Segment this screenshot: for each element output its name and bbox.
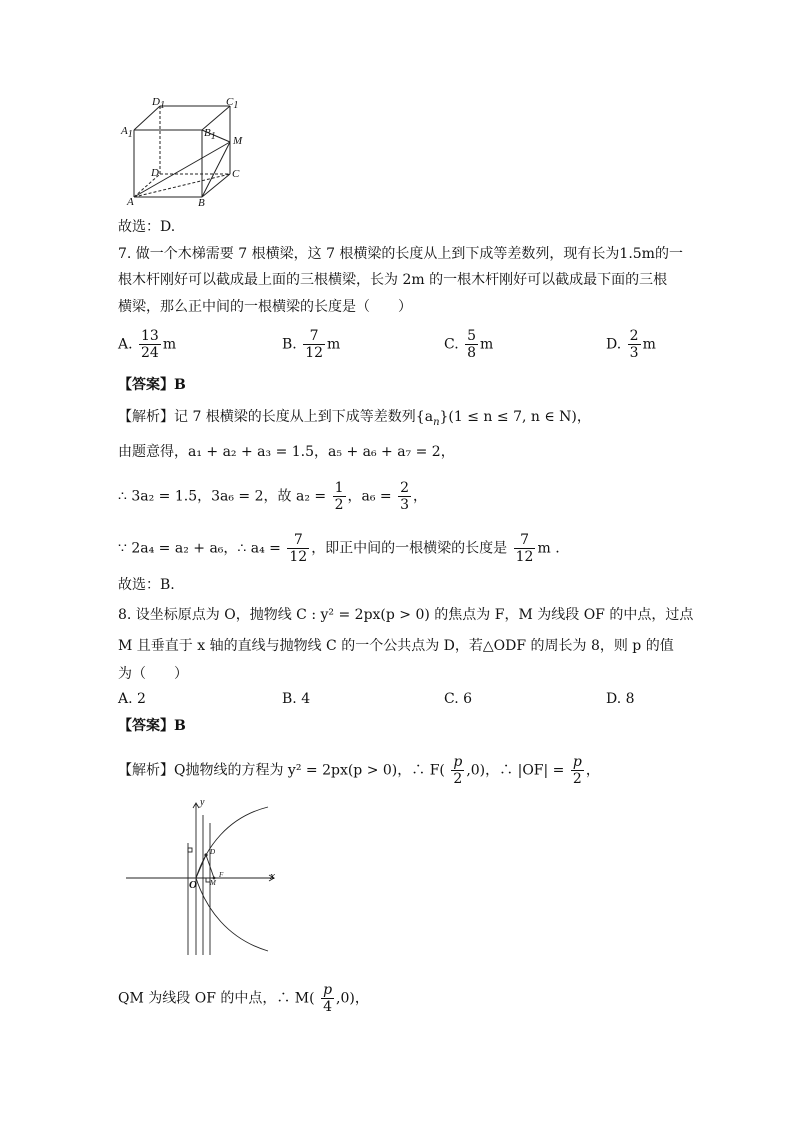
label-m: M (233, 135, 243, 147)
label-d1: $D_1$ (152, 96, 165, 112)
label-c1: $C_1$ (226, 96, 239, 112)
q7-sol1: 【解析】记 7 根横梁的长度从上到下成等差数列$\{a_n\}(1 \le n \le 7$, n ∈ N)， (118, 409, 591, 428)
q6-choose: 故选：D. (118, 219, 176, 235)
label-a: A (127, 196, 134, 208)
q8-option-c: C. 6 (444, 691, 473, 707)
graph-label-x: x (270, 870, 275, 882)
label-c: C (232, 168, 240, 180)
q7-sol4: ∵ 2a₄ = a₂ + a₆，∴ a₄ = $\frac{7}{12}$ ，即正中间的一根横梁的长度是 $\frac{7}{12}$ m . (118, 532, 560, 565)
q8-option-b: B. 4 (282, 691, 311, 707)
q7-line3: 横梁，那么正中间的一根横梁的长度是（ ） (118, 299, 412, 315)
q8-sol1: 【解析】Q抛物线的方程为 y² = 2px(p > 0)，∴ F( $\frac{p}{2}$ ,0)，∴ |OF| = $\frac{p}{2}$ ， (118, 754, 600, 787)
q7-option-a: A. $\frac{13}{24}$ m (118, 328, 177, 361)
parabola-graph (118, 795, 288, 960)
graph-label-y: y (200, 797, 205, 808)
q8-line3: 为（ ） (118, 666, 188, 682)
q7-answer: 【答案】B (118, 377, 186, 393)
graph-label-d: D (210, 848, 216, 856)
q8-line1: 8. 设坐标原点为 O，抛物线 C : y² = 2px(p > 0) 的焦点为 F，M 为线段 OF 的中点，过点 (118, 607, 694, 623)
q8-option-d: D. 8 (606, 691, 635, 707)
graph-label-m: M (210, 879, 216, 887)
q7-sol2: 由题意得，a₁ + a₂ + a₃ = 1.5，a₅ + a₆ + a₇ = 2， (118, 444, 455, 460)
label-d: D (151, 167, 159, 179)
q7-sol3: ∴ 3a₂ = 1.5，3a₆ = 2，故 a₂ = $\frac{1}{2}$ ，a₆ = $\frac{2}{3}$ ， (118, 480, 428, 513)
q8-option-a: A. 2 (118, 691, 146, 707)
q8-line2: M 且垂直于 x 轴的直线与抛物线 C 的一个公共点为 D，若△ODF 的周长为 8，则 p 的值 (118, 638, 674, 654)
label-b: B (198, 197, 205, 209)
q7-choose: 故选：B. (118, 577, 175, 593)
graph-label-o: O (189, 879, 197, 891)
label-a1: $A_1$ (121, 125, 133, 141)
label-b1: $B_1$ (204, 127, 216, 143)
q7-option-b: B. $\frac{7}{12}$ m (282, 328, 341, 361)
q7-line1: 7. 做一个木梯需要 7 根横梁，这 7 根横梁的长度从上到下成等差数列，现有长为1.5m的一 (118, 246, 683, 262)
q7-option-d: D. $\frac{2}{3}$ m (606, 328, 656, 361)
graph-label-f: F (219, 871, 224, 879)
q7-option-c: C. $\frac{5}{8}$ m (444, 328, 494, 361)
q8-answer: 【答案】B (118, 718, 186, 734)
q8-last: QM 为线段 OF 的中点，∴ M( $\frac{p}{4}$ ,0)， (118, 982, 369, 1015)
q7-line2: 根木杆刚好可以截成最上面的三根横梁，长为 2m 的一根木杆刚好可以截成最下面的三根 (118, 272, 668, 288)
